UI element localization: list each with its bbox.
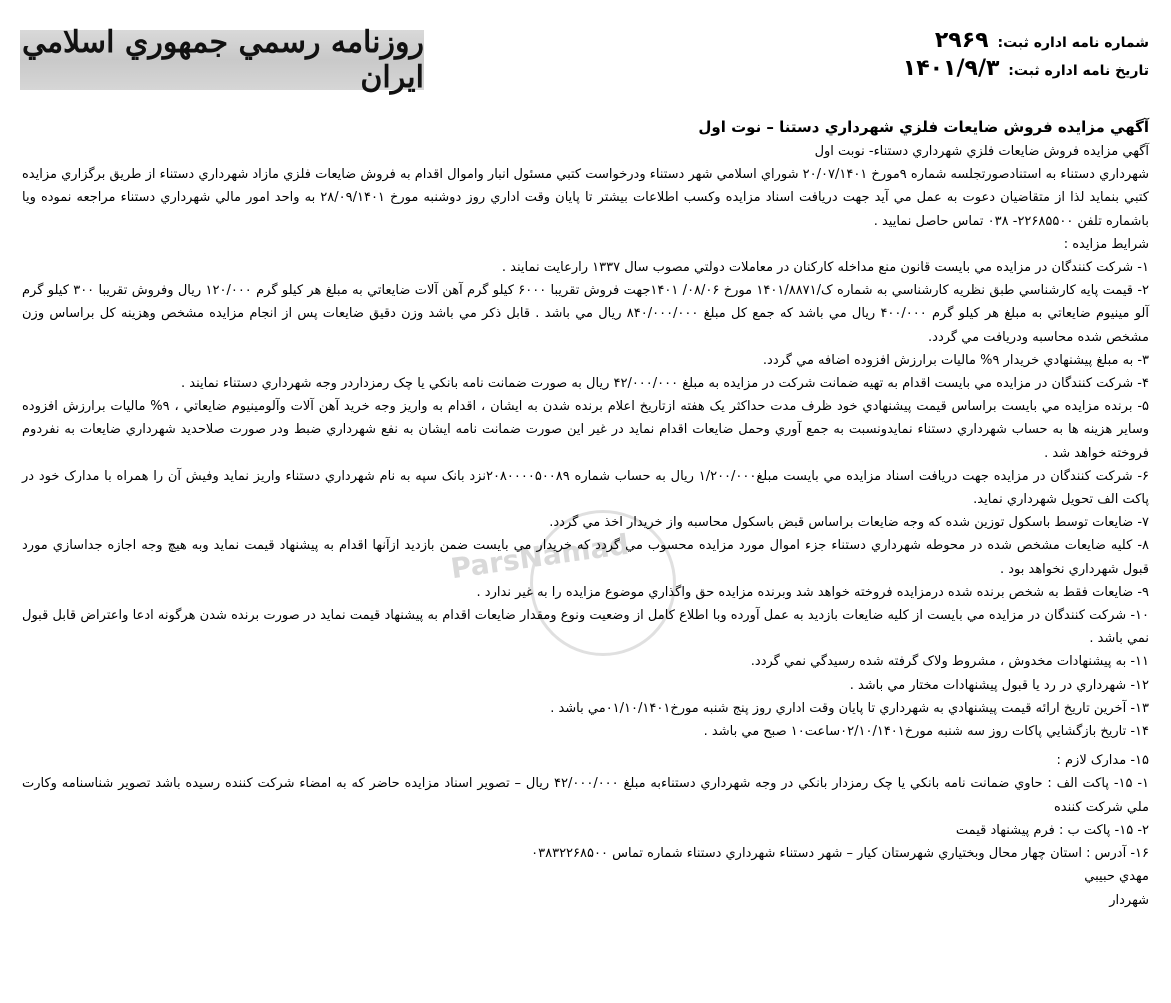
paragraph: ۱۳- آخرين تاريخ ارائه قيمت پيشنهادي به شهرداري تا پايان وقت اداري روز پنج شنبه مورخ۰۱/۱۰/۱۴۰۱مي باشد . (550, 700, 1149, 716)
paragraph: ۳- به مبلغ پيشنهادي خريدار ۹% ماليات برارزش افزوده اضافه مي گردد. (762, 352, 1149, 368)
paragraph: ۲- ۱۵- پاكت ب : فرم پيشنهاد قيمت (955, 822, 1149, 838)
registration-info (849, 28, 1149, 84)
paragraph: شرايط مزايده : (1063, 236, 1149, 252)
registration-number-label: شماره نامه اداره ثبت: (997, 35, 1149, 51)
paragraph: ۲- قيمت پايه كارشناسي طبق نظريه كارشناسي به شماره ک/۱۴۰۱/۸۸۷۱ مورخ ۰۸/۰۶/ ۱۴۰۱جهت فروش تقريبا ۶۰۰۰ كيلو گرم آهن آلات ضايعاتي به مبلغ هر كيلو گرم ۱۲۰/۰۰۰ ريال وفروش تقريبا ۳۰۰ كيلو گرم آلو مينيوم ضايعاتي به مبلغ هر كيلو گرم ۴۰۰/۰۰۰ ريال مي باشد كه جمع كل مبلغ ۸۴۰/۰۰۰/۰۰۰ ريال مي باشد . قابل ذكر مي باشد وزن دقيق ضايعات پس از انجام مزايده مشخص وهزينه كل براساس وزن مشخص شده محاسبه ودريافت مي گردد. (22, 283, 1150, 345)
address-line: ۱۶- آدرس : استان چهار محال وبختياري شهرستان كيار – شهر دستناء شهرداري دستناء شماره تماس ۰۳۸۳۲۲۶۸۵۰۰ (531, 846, 1149, 862)
banner-title: روزنامه رسمي جمهوري اسلامي ايران (21, 25, 424, 95)
paragraph: ۱۲- شهرداري در رد يا قبول پيشنهادات مختار مي باشد . (849, 677, 1149, 693)
document-body (22, 140, 1149, 912)
paragraph: ۷- ضايعات توسط باسكول توزين شده كه وجه ضايعات براساس قبض باسكول محاسبه واز خريدار اخذ مي گردد. (549, 515, 1149, 531)
paragraph: ۵- برنده مزايده مي بايست براساس قيمت پيشنهادي خود ظرف مدت حداكثر يک هفته ازتاريخ اعلام برنده شدن به ايشان ، اقدام به واريز وجه خريد آهن آلات وآلومينيوم ضايعاتي ، ۹% ماليات برارزش افزوده وساير هزينه ها به حساب شهرداري دستناء نمايدونسبت به جمع آوري وحمل ضايعات اقدام نمايد در غير اين صورت ضمانت نامه ايشان به نفع شهرداري ضبط ودر صورت صلاحديد شهرداري ضايعات به نفردوم فروخته خواهد شد . (22, 399, 1149, 461)
registration-date-label: تاريخ نامه اداره ثبت: (1008, 63, 1149, 79)
document-title: آگهي مزايده فروش ضايعات فلزي شهرداري دستنا – نوت اول (698, 118, 1149, 136)
paragraph: آگهي مزايده فروش ضايعات فلزي شهرداري دستناء- نوبت اول (814, 144, 1149, 159)
registration-number-row (849, 28, 1149, 56)
paragraph: ۱- ۱۵- پاكت الف : حاوي ضمانت نامه بانكي يا چک رمزدار بانكي در وجه شهرداري دستناءبه مبلغ ۴۲/۰۰۰/۰۰۰ ريال – تصوير اسناد مزايده حاضر كه به امضاء شركت كننده رسيده باشد تصوير شناسنامه وكارت ملي شركت كننده (22, 776, 1150, 815)
registration-number: ۲۹۶۹ (934, 28, 989, 53)
registration-date-row (849, 56, 1149, 84)
paragraph: ۴- شركت كنندگان در مزايده مي بايست اقدام به تهيه ضمانت شركت در مزايده به مبلغ ۴۲/۰۰۰/۰۰۰ ريال به صورت ضمانت نامه بانكي يا چک رمزداردر وجه شهرداري دستناء نمايند . (181, 376, 1149, 392)
paragraph: شهرداري دستناء به استنادصورتجلسه شماره ۹مورخ ۲۰/۰۷/۱۴۰۱ شوراي اسلامي شهر دستناء ودرخواست كتبي مسئول انبار واموال اقدام به فروش ضايعات فلزي مازاد شهرداري دستناء از طريق برگزاري مزايده كتبي بنمايد لذا از متقاضيان دعوت به عمل مي آيد جهت دريافت اسناد مزايده وكسب اطلاعات بيشتر تا پايان وقت اداري روز دوشنبه مورخ ۲۸/۰۹/۱۴۰۱ به واحد امور مالي شهرداري دستناء مراجعه نموده ويا باشماره تلفن ۲۲۶۸۵۵۰۰- ۰۳۸ تماس حاصل نماييد . (22, 167, 1149, 229)
watermark-text: ParsNamad (448, 527, 632, 586)
paragraph: ۱۱- به پيشنهادات مخدوش ، مشروط ولاک گرفته شده رسيدگي نمي گردد. (750, 654, 1149, 670)
paragraph: ۸- كليه ضايعات مشخص شده در محوطه شهرداري دستناء جزء اموال مورد مزايده محسوب مي گردد كه خريدار مي بايست ضمن بازديد ازآنها اقدام به پيشنهاد قيمت نمايد وبه هيچ وجه اجازه جداسازي مورد قبول شهرداري نخواهد بود . (22, 538, 1149, 577)
paragraph: ۶- شركت كنندگان در مزايده جهت دريافت اسناد مزايده مي بايست مبلغ۱/۲۰۰/۰۰۰ ريال به حساب شماره ۲۰۸۰۰۰۰۵۰۰۸۹نزد بانک سپه به نام شهرداري دستناء واريز نمايد وفيش آن را همراه با مدارک خود در پاكت الف تحويل شهرداري نمايد. (22, 468, 1150, 508)
registration-date: ۱۴۰۱/۹/۳ (902, 56, 1000, 81)
required-documents-heading: ۱۵- مدارک لازم : (1056, 753, 1149, 769)
paragraph: ۱۰- شركت كنندگان در مزايده مي بايست از كليه ضايعات بازديد به عمل آورده وبا اطلاع كامل از وضعيت ونوع ومقدار ضايعات اقدام به پيشنهاد قيمت نمايد در صورت برنده شدن هرگونه ادعا واعتراض قابل قبول نمي باشد . (22, 608, 1149, 647)
paragraph: ۱- شركت كنندگان در مزايده مي بايست قانون منع مداخله كاركنان در معاملات دولتي مصوب سال ۱۳۳۷ رارعايت نمايند . (501, 260, 1149, 276)
signatory-name: مهدي حبيبي (1084, 869, 1149, 885)
paragraph: ۱۴- تاريخ بازگشايي پاكات روز سه شنبه مورخ۰۲/۱۰/۱۴۰۱ساعت۱۰ صبح مي باشد . (703, 724, 1149, 740)
signatory-title: شهردار (1109, 892, 1149, 908)
official-gazette-banner (20, 25, 424, 95)
paragraph: ۹- ضايعات فقط به شخص برنده شده درمزايده فروخته خواهد شد وبرنده مزايده حق واگذاري موضوع مزايده را به غير ندارد . (476, 584, 1149, 600)
